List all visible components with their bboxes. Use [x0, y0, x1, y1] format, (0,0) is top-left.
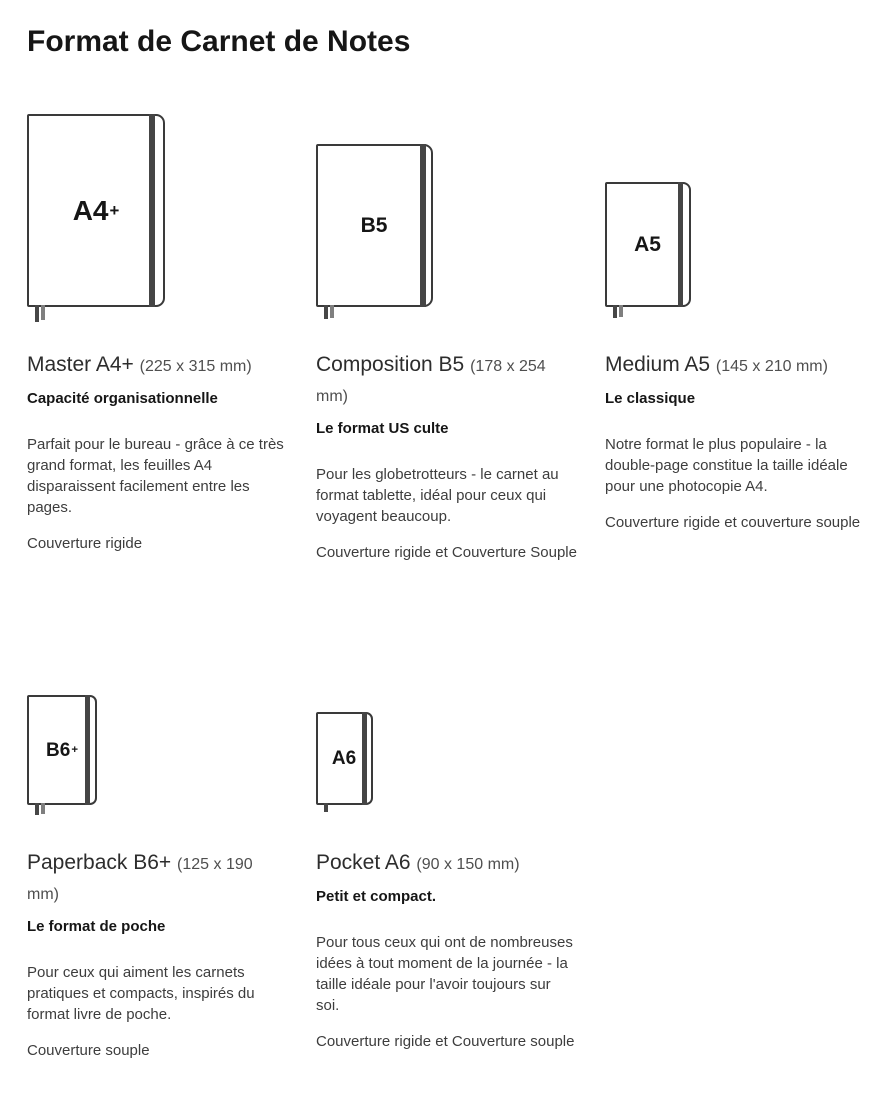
card-name: Paperback B6+ — [27, 851, 172, 874]
card-dimensions: (225 x 315 mm) — [139, 358, 252, 375]
card-description: Pour les globetrotteurs - le carnet au format tablette, idéal pour ceux qui voyagent beaucoup. — [316, 466, 559, 525]
elastic-band — [149, 114, 155, 307]
bookmark-ribbon-1 — [35, 305, 39, 322]
notebook-cover — [316, 144, 433, 307]
notebook-card-medium-a5 — [605, 92, 867, 533]
notebook-figure — [27, 693, 289, 805]
card-name: Medium A5 — [605, 353, 711, 376]
card-name: Master A4+ — [27, 353, 134, 376]
card-title — [316, 351, 578, 411]
plus-sign: + — [71, 744, 78, 757]
card-title — [316, 849, 578, 879]
elastic-band — [362, 712, 367, 805]
card-dimensions: (125 x 190 mm) — [27, 856, 253, 903]
notebook-card-composition-b5 — [316, 92, 578, 563]
elastic-band — [678, 182, 683, 307]
card-tagline: Capacité organisationnelle — [27, 390, 218, 407]
page-title: Format de Carnet de Notes — [27, 25, 411, 58]
plus-sign: + — [109, 201, 120, 221]
card-name: Pocket A6 — [316, 851, 411, 874]
notebook-figure — [316, 693, 578, 805]
card-dimensions: (145 x 210 mm) — [715, 358, 828, 375]
notebook-figure — [316, 92, 578, 307]
card-name: Composition B5 — [316, 353, 465, 376]
formats-row-1 — [27, 92, 863, 563]
size-label-text: B5 — [360, 214, 388, 237]
notebook-size-label — [46, 741, 78, 760]
notebook-size-label — [361, 215, 389, 236]
card-description: Pour tous ceux qui ont de nombreuses idées à tout moment de la journée - la taille idéale pour l'avoir toujours sur soi. — [316, 934, 573, 1014]
card-tagline: Le classique — [605, 390, 696, 407]
size-label-text: B6 — [46, 739, 71, 761]
bookmark-ribbon-1 — [324, 803, 328, 812]
elastic-band — [85, 695, 90, 805]
card-title — [27, 351, 289, 381]
card-title — [27, 849, 289, 909]
card-description: Parfait pour le bureau - grâce à ce très grand format, les feuilles A4 disparaissent facilement entre les pages. — [27, 436, 284, 516]
card-title — [605, 351, 867, 381]
notebook-cover — [27, 695, 97, 805]
card-tagline: Le format US culte — [316, 420, 449, 437]
card-description: Notre format le plus populaire - la double-page constitue la taille idéale pour une photocopie A4. — [605, 436, 848, 495]
card-covers: Couverture rigide — [27, 535, 143, 552]
notebook-figure — [605, 92, 867, 307]
card-covers: Couverture rigide et Couverture souple — [316, 1033, 575, 1050]
notebook-cover — [27, 114, 165, 307]
notebook-size-label — [332, 749, 357, 768]
bookmark-ribbon-2 — [41, 803, 45, 814]
card-covers: Couverture rigide et Couverture Souple — [316, 544, 577, 561]
card-covers: Couverture rigide et couverture souple — [605, 514, 861, 531]
bookmark-ribbon-2 — [619, 305, 623, 317]
bookmark-ribbon-1 — [613, 305, 617, 318]
formats-row-2 — [27, 693, 863, 1061]
card-covers: Couverture souple — [27, 1042, 150, 1059]
notebook-size-label — [634, 234, 662, 255]
bookmark-ribbon-2 — [41, 305, 45, 320]
size-label-text: A4 — [72, 194, 109, 226]
card-description: Pour ceux qui aiment les carnets pratiques et compacts, inspirés du format livre de poche. — [27, 964, 255, 1023]
notebook-card-pocket-a6 — [316, 693, 578, 1052]
notebook-size-label — [72, 194, 120, 226]
card-dimensions: (90 x 150 mm) — [416, 856, 520, 873]
notebook-figure — [27, 92, 289, 307]
size-label-text: A5 — [634, 233, 661, 256]
size-label-text: A6 — [331, 748, 357, 769]
bookmark-ribbon-1 — [324, 305, 328, 319]
elastic-band — [420, 144, 426, 307]
notebook-cover — [316, 712, 373, 805]
notebook-cover — [605, 182, 691, 307]
bookmark-ribbon-2 — [330, 305, 334, 318]
notebook-card-paperback-b6plus — [27, 693, 289, 1061]
card-dimensions: (178 x 254 mm) — [316, 358, 546, 405]
card-tagline: Petit et compact. — [316, 888, 437, 905]
bookmark-ribbon-1 — [35, 803, 39, 815]
notebook-card-master-a4plus — [27, 92, 289, 554]
card-tagline: Le format de poche — [27, 918, 166, 935]
